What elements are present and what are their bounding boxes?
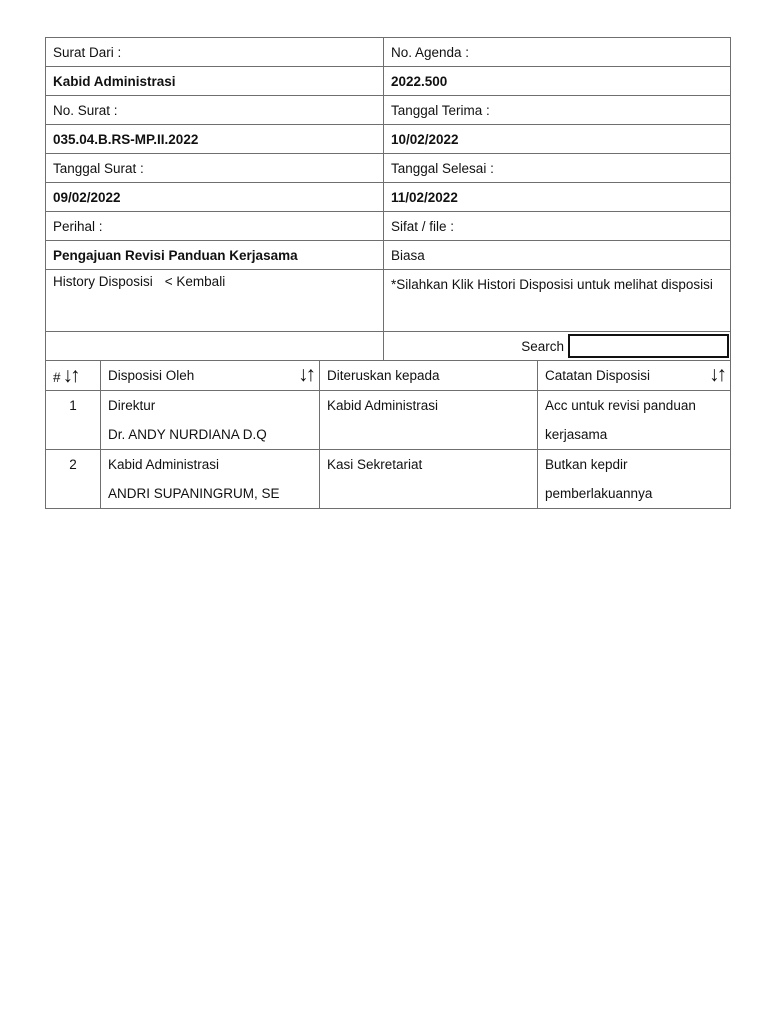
nature-label: Sifat / file : [384,212,731,241]
empty-cell [46,332,384,361]
history-note [384,270,731,332]
table-row [46,332,731,361]
table-row [46,96,731,125]
table-row [46,38,731,67]
column-header-label: Diteruskan kepada [327,368,440,383]
disposed-by-name: Dr. ANDY NURDIANA D.Q [108,427,267,442]
from-value: Kabid Administrasi [46,67,384,96]
history-note-text[interactable]: *Silahkan Klik Histori Disposisi untuk melihat disposisi [391,277,713,292]
from-label: Surat Dari : [46,38,384,67]
disposed-by-cell [101,391,320,450]
letter-number-label: No. Surat : [46,96,384,125]
search-cell [384,332,731,361]
received-date-value: 10/02/2022 [384,125,731,154]
search-label: Search [521,338,564,354]
disposition-note-line: kerjasama [545,427,608,442]
disposition-form [45,37,730,509]
agenda-label: No. Agenda : [384,38,731,67]
subject-label: Perihal : [46,212,384,241]
forwarded-to: Kasi Sekretariat [320,450,538,509]
letter-date-value: 09/02/2022 [46,183,384,212]
finished-date-value: 11/02/2022 [384,183,731,212]
table-row [46,67,731,96]
disposition-note-line: Acc untuk revisi panduan [545,398,696,413]
forwarded-to: Kabid Administrasi [320,391,538,450]
column-header-by[interactable] [101,361,320,391]
received-date-label: Tanggal Terima : [384,96,731,125]
column-header-label: Disposisi Oleh [108,368,195,383]
subject-value: Pengajuan Revisi Panduan Kerjasama [46,241,384,270]
table-row [46,183,731,212]
agenda-value: 2022.500 [384,67,731,96]
back-link[interactable]: < Kembali [164,274,226,289]
table-row [46,154,731,183]
history-label: History Disposisi [53,274,153,289]
table-row [46,241,731,270]
letter-number-value: 035.04.B.RS-MP.II.2022 [46,125,384,154]
row-number: 2 [46,450,101,509]
table-row[interactable] [46,450,731,509]
finished-date-label: Tanggal Selesai : [384,154,731,183]
row-number: 1 [46,391,101,450]
disposed-by-name: ANDRI SUPANINGRUM, SE [108,486,280,501]
search-input[interactable] [568,334,729,358]
nature-value: Biasa [384,241,731,270]
letter-info-table [45,37,731,361]
table-row [46,212,731,241]
disposition-note-cell [538,391,731,450]
disposition-note-line: pemberlakuannya [545,486,653,501]
column-header-label: # [53,369,61,385]
table-row [46,125,731,154]
sort-arrows-icon[interactable]: ↓↑ [709,363,724,386]
table-header-row [46,361,731,391]
disposition-note-line: Butkan kepdir [545,457,628,472]
letter-date-label: Tanggal Surat : [46,154,384,183]
table-row[interactable] [46,391,731,450]
column-header-number[interactable] [46,361,101,391]
disposed-by-title: Direktur [108,398,156,413]
column-header-label: Catatan Disposisi [545,368,651,383]
disposition-table [45,360,731,509]
sort-arrows-icon[interactable]: ↓↑ [62,363,78,387]
disposed-by-cell [101,450,320,509]
table-row [46,270,731,332]
sort-arrows-icon[interactable]: ↓↑ [298,363,313,386]
disposed-by-title: Kabid Administrasi [108,457,220,472]
column-header-note[interactable] [538,361,731,391]
column-header-to[interactable] [320,361,538,391]
disposition-note-cell [538,450,731,509]
history-cell [46,270,384,332]
